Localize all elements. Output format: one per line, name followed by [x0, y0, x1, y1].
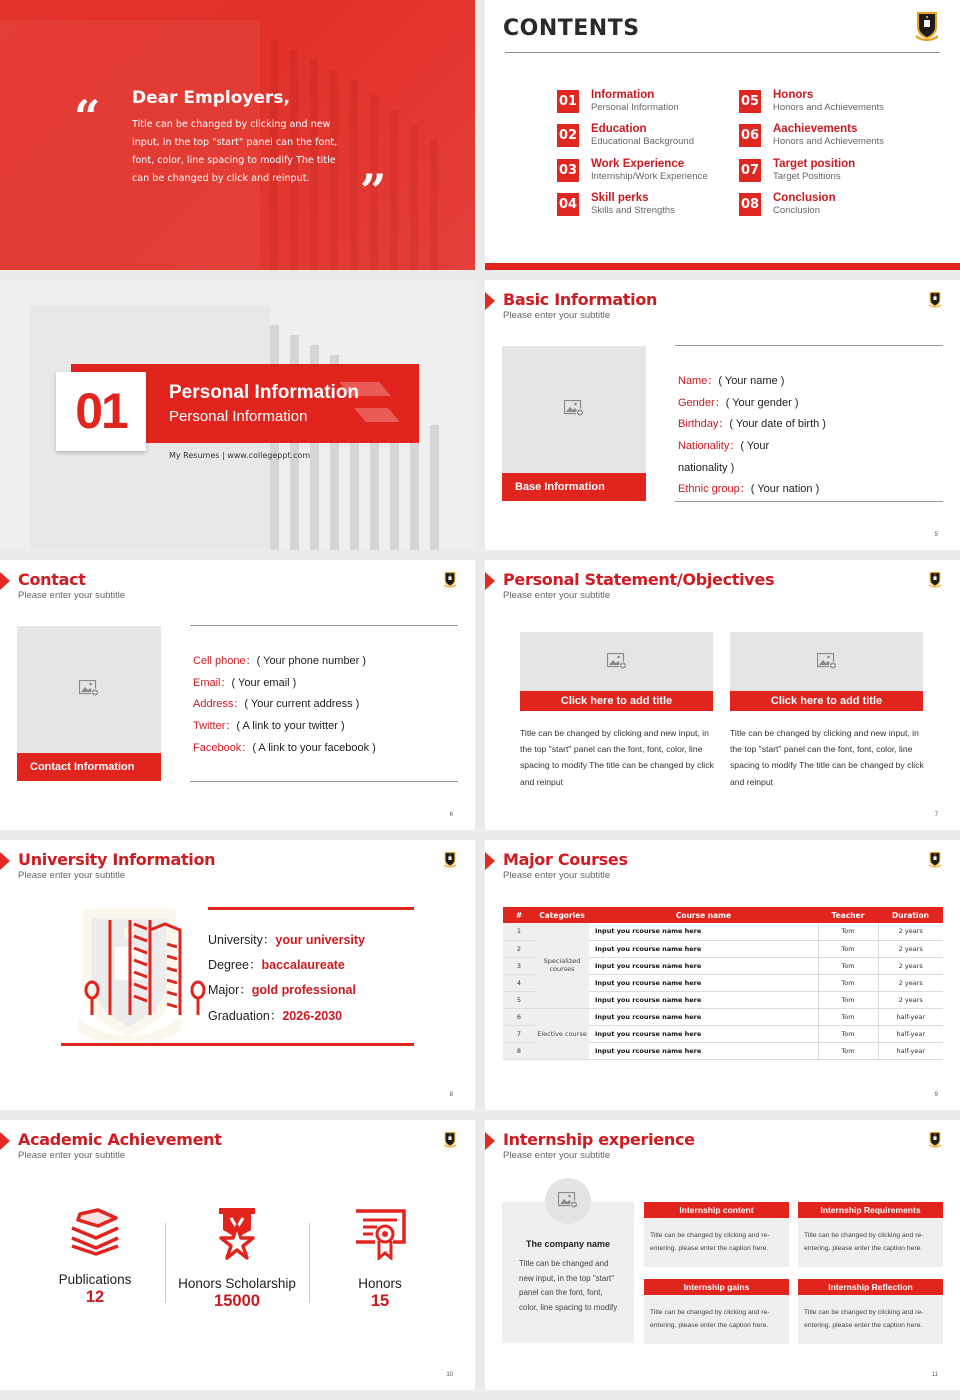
achievement-scholarship: [167, 1208, 307, 1311]
toc-number: 01: [557, 90, 579, 113]
table-row: 3 Input you rcourse name here Tom 2 years: [503, 957, 943, 974]
slide-cover[interactable]: [0, 0, 475, 270]
box-heading: Internship Reflection: [798, 1279, 943, 1295]
slide-personal-statement[interactable]: [485, 560, 960, 830]
university-crest-icon: [443, 571, 457, 588]
box-text: Title can be changed by clicking and re-entering, please enter the caption here.: [650, 1232, 770, 1252]
info-row-gender: Gender：( Your gender ): [678, 396, 799, 409]
slide-basic-information[interactable]: [485, 280, 960, 550]
slide-contact[interactable]: [0, 560, 475, 830]
page-number: 7: [934, 812, 938, 818]
toc-heading: Conclusion: [773, 192, 836, 204]
internship-requirements-box: [798, 1202, 943, 1267]
box-heading: Internship gains: [644, 1279, 789, 1295]
table-row: 5 Input you rcourse name here Tom 2 years: [503, 991, 943, 1008]
toc-number: 04: [557, 193, 579, 216]
section-number: 01: [75, 383, 127, 439]
card-body-text: Title can be changed by clicking and new input, in the top "start" panel can the font, font, color, line spacing to modify The title can be changed by click and reinput: [520, 728, 714, 787]
toc-subheading: Honors and Achievements: [773, 102, 884, 113]
category-cell: Specialized courses: [535, 923, 589, 1008]
basic-info-list: [678, 371, 826, 501]
achievement-value: 15000: [214, 1292, 260, 1310]
column-header: #: [503, 907, 535, 923]
slide-subtitle: Please enter your subtitle: [503, 310, 611, 321]
header-arrow-icon: [485, 292, 495, 310]
photo-caption: Contact Information: [17, 753, 161, 781]
courses-table: [503, 907, 943, 1060]
toc-number: 08: [739, 193, 761, 216]
contact-info-list: [193, 651, 376, 759]
university-details: [208, 930, 365, 1031]
info-row-birthday: Birthday：( Your date of birth ): [678, 418, 826, 431]
page-number: 5: [934, 532, 938, 538]
card-title-button[interactable]: Click here to add title: [730, 691, 923, 711]
toc-subheading: Conclusion: [773, 205, 820, 216]
page-number: 11: [931, 1372, 938, 1378]
toc-subheading: Target Positions: [773, 171, 841, 182]
achievement-value: 15: [370, 1292, 390, 1310]
achievement-value: 12: [85, 1288, 105, 1306]
achievement-label: Honors: [358, 1276, 402, 1291]
toc-subheading: Skills and Strengths: [591, 205, 675, 216]
cover-body-text: Title can be changed by clicking and new input, in the top "start" panel can the font, font, color, line spacing to modify The title can be changed by click and reinput.: [132, 119, 338, 184]
slide-subtitle: Please enter your subtitle: [18, 870, 126, 881]
company-name: The company name: [525, 1239, 611, 1249]
photo-placeholder[interactable]: [17, 626, 161, 754]
achievement-label: Honors Scholarship: [178, 1276, 296, 1291]
page-number: 10: [446, 1372, 453, 1378]
company-logo-placeholder[interactable]: [545, 1178, 591, 1224]
slide-subtitle: Please enter your subtitle: [18, 590, 126, 601]
info-row-nationality: Nationality：( Your: [678, 440, 770, 453]
section-title: Personal Information: [169, 382, 360, 403]
accent-line-top: [208, 907, 414, 910]
university-crest-icon: [928, 1131, 942, 1148]
slide-major-courses[interactable]: [485, 840, 960, 1110]
page-number: 9: [934, 1092, 938, 1098]
company-description: Title can be changed and new input, in the top "start" panel can the font, font, color, line spacing to modify: [519, 1259, 618, 1312]
info-row-address: Address：( Your current address ): [193, 698, 360, 711]
slide-subtitle: Please enter your subtitle: [503, 590, 611, 601]
contents-title: CONTENTS: [503, 16, 640, 41]
slide-academic-achievement[interactable]: [0, 1120, 475, 1390]
divider-line: [675, 345, 943, 346]
box-heading: Internship Requirements: [798, 1202, 943, 1218]
vertical-separator: [165, 1223, 166, 1303]
slide-subtitle: Please enter your subtitle: [503, 1150, 611, 1161]
toc-subheading: Personal Information: [591, 102, 679, 113]
slide-section-divider[interactable]: [0, 280, 475, 550]
column-header: Course name: [589, 907, 818, 923]
slide-title: Contact: [18, 570, 86, 589]
page-number: 6: [449, 812, 453, 818]
photo-placeholder[interactable]: [502, 346, 646, 474]
image-placeholder-icon: [607, 653, 627, 669]
company-card: [502, 1202, 634, 1343]
header-arrow-icon: [485, 572, 495, 590]
table-row: 8 Input you rcourse name here Tom half-year: [503, 1042, 943, 1059]
cover-title: Dear Employers,: [132, 88, 290, 108]
detail-row-major: Major：gold professional: [208, 983, 356, 998]
certificate-icon: [353, 1208, 407, 1260]
table-row: 2 Input you rcourse name here Tom 2 years: [503, 940, 943, 957]
toc-heading: Information: [591, 89, 655, 101]
section-subtitle: Personal Information: [169, 408, 308, 425]
slide-contents[interactable]: [485, 0, 960, 270]
university-crest-icon: [443, 1131, 457, 1148]
slide-title: Basic Information: [503, 290, 658, 309]
table-row: 4 Input you rcourse name here Tom 2 years: [503, 974, 943, 991]
books-stack-icon: [68, 1208, 122, 1256]
box-heading: Internship content: [644, 1202, 789, 1218]
internship-content-box: [644, 1202, 789, 1267]
close-quote-icon: ”: [360, 164, 387, 218]
divider-line: [190, 625, 458, 626]
table-row: 1 Specialized courses Input you rcourse name here Tom 2 years: [503, 923, 943, 940]
image-placeholder-icon: [564, 400, 584, 416]
achievement-honors: [310, 1208, 450, 1311]
column-header: Teacher: [818, 907, 878, 923]
slide-title: University Information: [18, 850, 216, 869]
toc-subheading: Educational Background: [591, 136, 694, 147]
toc-number: 02: [557, 124, 579, 147]
toc-heading: Skill perks: [591, 192, 649, 204]
info-row-twitter: Twitter：( A link to your twitter ): [193, 720, 345, 733]
column-header: Categories: [535, 907, 589, 923]
header-arrow-icon: [0, 852, 10, 870]
category-cell: Elective course: [535, 1008, 589, 1059]
info-row-email: Email：( Your email ): [193, 676, 297, 689]
slide-subtitle: Please enter your subtitle: [503, 870, 611, 881]
toc-heading: Aachievements: [773, 123, 858, 135]
divider-line: [190, 781, 458, 782]
footer-red-bar: [485, 263, 960, 270]
box-text: Title can be changed by clicking and re-entering, please enter the caption here.: [804, 1232, 924, 1252]
page-number: 8: [449, 1092, 453, 1098]
slide-title: Major Courses: [503, 850, 628, 869]
slide-university-information[interactable]: [0, 840, 475, 1110]
table-row: 7 Input you rcourse name here Tom half-year: [503, 1025, 943, 1042]
university-crest-icon: [928, 851, 942, 868]
table-header-row: [503, 907, 943, 923]
section-footer-text: My Resumes | www.collegeppt.com: [169, 451, 311, 460]
table-row: 6 Elective course Input you rcourse name here Tom half-year: [503, 1008, 943, 1025]
image-placeholder[interactable]: [730, 632, 923, 692]
detail-row-university: University：your university: [208, 933, 365, 947]
column-header: Duration: [878, 907, 943, 923]
open-quote-icon: “: [74, 90, 101, 144]
toc-heading: Honors: [773, 89, 814, 101]
photo-caption: Base Information: [502, 473, 646, 501]
image-placeholder-icon: [558, 1192, 578, 1208]
university-crest-icon: [928, 291, 942, 308]
header-arrow-icon: [0, 572, 10, 590]
card-title-button[interactable]: Click here to add title: [520, 691, 713, 711]
header-arrow-icon: [485, 852, 495, 870]
toc-number: 06: [739, 124, 761, 147]
toc-subheading: Internship/Work Experience: [591, 171, 708, 182]
accent-line-bottom: [61, 1043, 414, 1046]
internship-reflection-box: [798, 1279, 943, 1344]
info-row-ethnic-group: Ethnic group：( Your nation ): [678, 483, 820, 496]
achievement-publications: [25, 1208, 165, 1307]
slide-title: Personal Statement/Objectives: [503, 570, 775, 589]
info-row-name: Name：( Your name ): [678, 375, 785, 387]
info-row-cell-phone: Cell phone：( Your phone number ): [193, 655, 367, 667]
image-placeholder[interactable]: [520, 632, 713, 692]
achievement-label: Publications: [58, 1272, 132, 1287]
image-placeholder-icon: [79, 680, 99, 696]
detail-row-graduation: Graduation：2026-2030: [208, 1008, 343, 1023]
toc-heading: Work Experience: [591, 158, 685, 170]
image-placeholder-icon: [817, 653, 837, 669]
detail-row-degree: Degree：baccalaureate: [208, 958, 345, 973]
slide-internship-experience[interactable]: [485, 1120, 960, 1390]
toc-subheading: Honors and Achievements: [773, 136, 884, 147]
info-row-nationality-cont: nationality ): [678, 461, 735, 474]
star-medal-icon: [217, 1208, 257, 1260]
box-text: Title can be changed by clicking and re-entering, please enter the caption here.: [650, 1309, 770, 1329]
card-body-text: Title can be changed by clicking and new input, in the top "start" panel can the font, font, color, line spacing to modify The title can be changed by click and reinput: [730, 728, 924, 787]
internship-gains-box: [644, 1279, 789, 1344]
header-arrow-icon: [0, 1132, 10, 1150]
toc-number: 05: [739, 90, 761, 113]
header-arrow-icon: [485, 1132, 495, 1150]
info-row-facebook: Facebook：( A link to your facebook ): [193, 741, 376, 754]
toc-heading: Target position: [773, 158, 856, 170]
box-text: Title can be changed by clicking and re-entering, please enter the caption here.: [804, 1309, 924, 1329]
toc-number: 03: [557, 159, 579, 182]
toc-heading: Education: [591, 123, 647, 135]
divider-line: [675, 501, 943, 502]
title-divider: [505, 52, 940, 53]
university-crest-icon: [928, 571, 942, 588]
toc-number: 07: [739, 159, 761, 182]
slide-title: Academic Achievement: [18, 1130, 222, 1149]
slide-subtitle: Please enter your subtitle: [18, 1150, 126, 1161]
university-crest-icon: [914, 10, 940, 42]
university-crest-icon: [443, 851, 457, 868]
slide-title: Internship experience: [503, 1130, 695, 1149]
